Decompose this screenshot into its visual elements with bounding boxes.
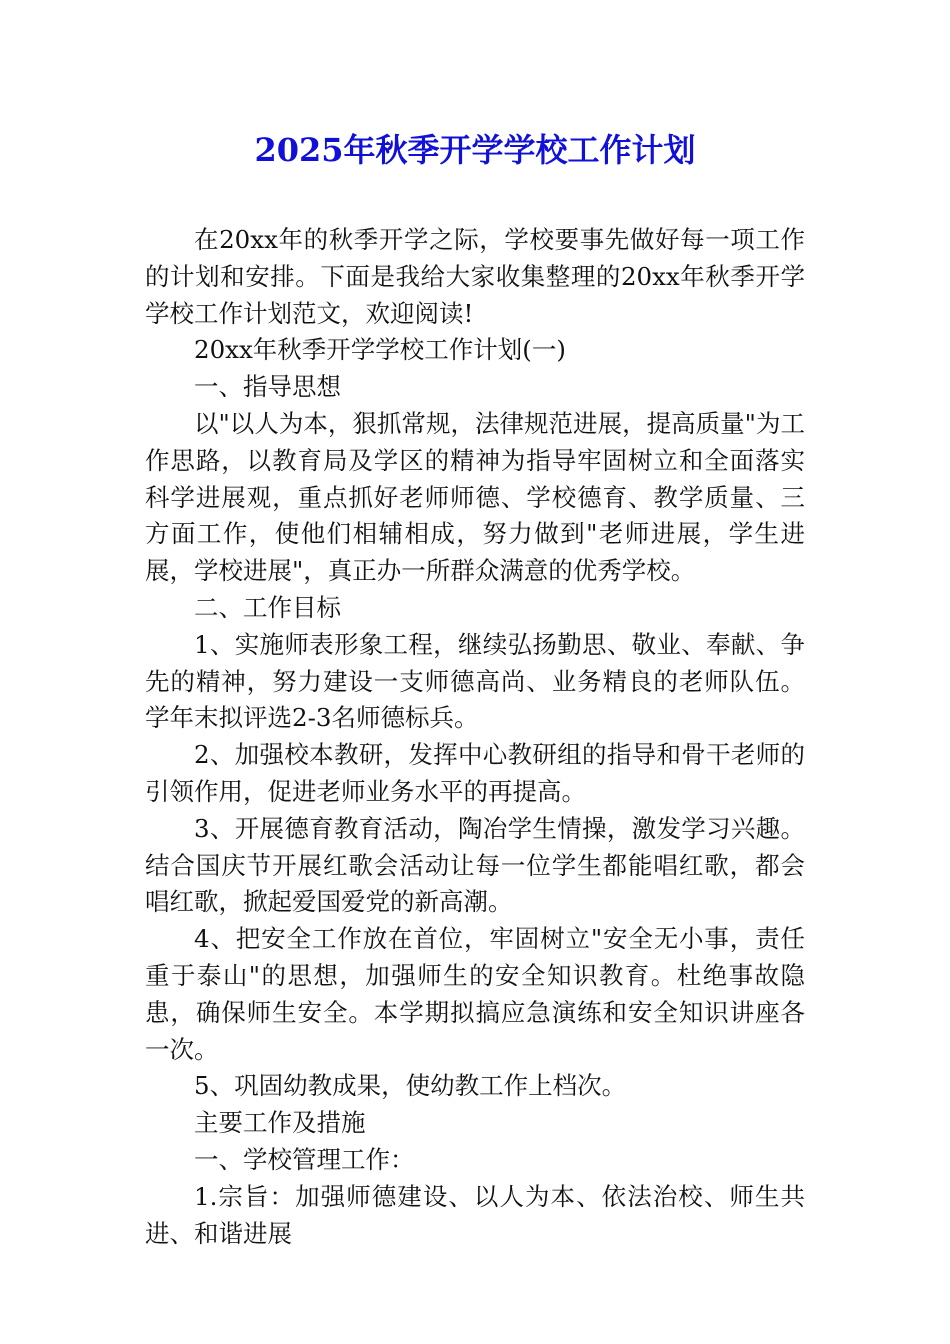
paragraph-section-school-management: 一、学校管理工作： — [194, 1144, 415, 1174]
document-title: 2025年秋季开学学校工作计划 — [254, 131, 696, 169]
paragraph-goal-3: 3、开展德育教育活动，陶冶学生情操，激发学习兴趣。结合国庆节开展红歌会活动让每一位学生都能唱红歌，都会唱红歌，掀起爱国爱党的新高潮。 — [145, 813, 805, 917]
document-body — [145, 222, 805, 1252]
paragraph-plan-heading: 20xx年秋季开学学校工作计划(一) — [194, 335, 566, 365]
paragraph-guiding-thought-body: 以"以人为本，狠抓常规，法律规范进展，提高质量"为工作思路，以教育局及学区的精神为指导牢固树立和全面落实科学进展观，重点抓好老师师德、学校德育、教学质量、三方面工作，使他们相辅相成，努力做到"老师进展，学生进展，学校进展"，真正办一所群众满意的优秀学校。 — [145, 408, 805, 586]
paragraph-section-main-work: 主要工作及措施 — [194, 1108, 366, 1138]
paragraph-intro: 在20xx年的秋季开学之际，学校要事先做好每一项工作的计划和安排。下面是我给大家收集整理的20xx年秋季开学学校工作计划范文，欢迎阅读! — [145, 225, 805, 328]
paragraph-goal-5: 5、巩固幼教成果，使幼教工作上档次。 — [194, 1071, 627, 1101]
paragraph-section-goals: 二、工作目标 — [194, 592, 341, 622]
paragraph-purpose: 1.宗旨：加强师德建设、以人为本、依法治校、师生共进、和谐进展 — [145, 1181, 805, 1248]
paragraph-goal-4: 4、把安全工作放在首位，牢固树立"安全无小事，责任重于泰山"的思想，加强师生的安全知识教育。杜绝事故隐患，确保师生安全。本学期拟搞应急演练和安全知识讲座各一次。 — [145, 924, 805, 1064]
paragraph-goal-2: 2、加强校本教研，发挥中心教研组的指导和骨干老师的引领作用，促进老师业务水平的再提高。 — [145, 740, 805, 806]
paragraph-section-guiding-thought: 一、指导思想 — [194, 372, 341, 402]
paragraph-goal-1: 1、实施师表形象工程，继续弘扬勤思、敬业、奉献、争先的精神，努力建设一支师德高尚、业务精良的老师队伍。学年末拟评选2-3名师德标兵。 — [145, 629, 805, 733]
